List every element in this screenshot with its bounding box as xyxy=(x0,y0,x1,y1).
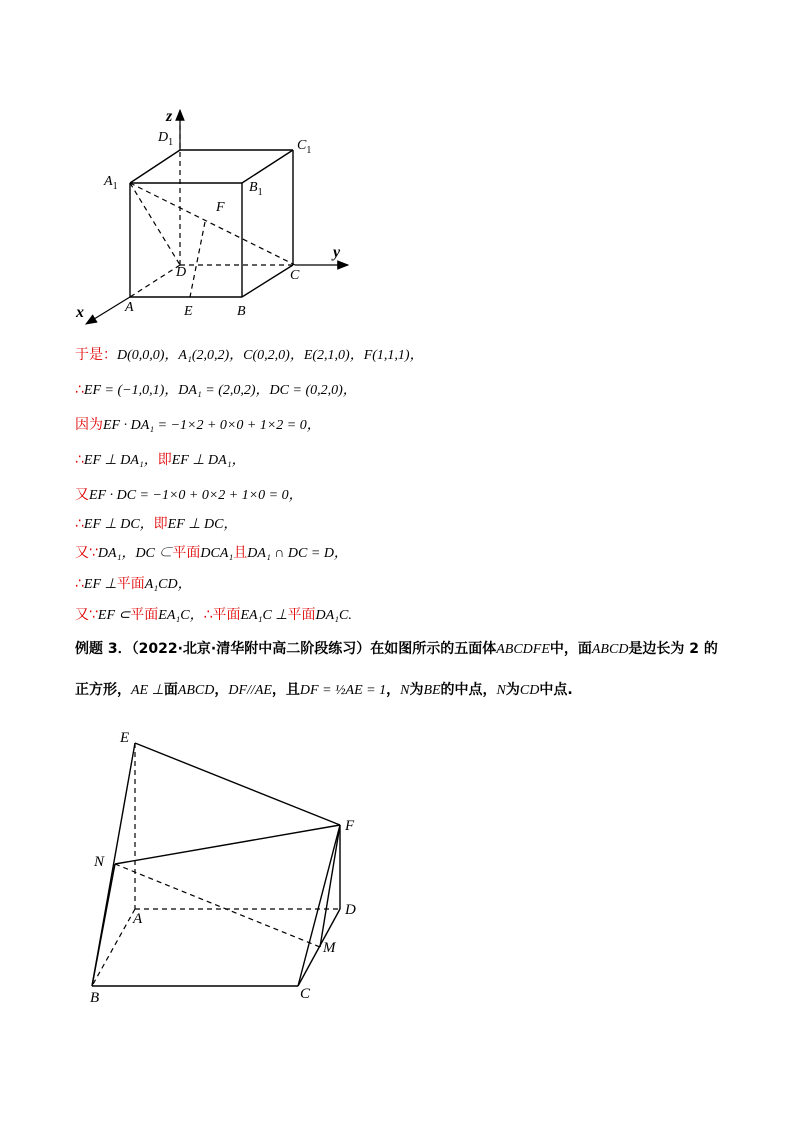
point-e-label: E xyxy=(184,304,193,319)
solution-line-1: 于是：D(0,0,0)，A₁(2,0,2)，C(0,2,0)，E(2,1,0)，F(1,1,1)， xyxy=(75,347,424,363)
solution-line-4: ∴EF ⊥ DA₁，即EF ⊥ DA₁， xyxy=(75,452,246,468)
vertex-c1-label: $C_1$ xyxy=(297,138,312,156)
solution-line-9: 又∵EF ⊂平面EA₁C，∴平面EA₁C ⊥平面DA₁C. xyxy=(75,607,352,623)
vertex-a-label-2: A xyxy=(133,911,143,927)
vertex-e-label: E xyxy=(120,730,130,746)
vertex-b-label-2: B xyxy=(90,990,100,1006)
point-f-label: F xyxy=(216,200,225,215)
vertex-b-label: B xyxy=(237,304,246,319)
example-line-2: 正方形，AE ⊥面ABCD，DF//AE，且DF = ½AE = 1，N为BE的中点，N为CD中点. xyxy=(75,682,573,698)
point-m-label: M xyxy=(323,940,336,956)
vertex-d-label: D xyxy=(176,265,187,280)
vertex-c-label: C xyxy=(290,268,300,283)
solution-line-7: 又∵DA₁，DC ⊂平面DCA₁且DA₁ ∩ DC = D， xyxy=(75,545,348,561)
vertex-f-label: F xyxy=(345,818,355,834)
vertex-a1-label: $A_1$ xyxy=(104,174,118,192)
axis-z-label: z xyxy=(166,108,173,125)
solution-line-2: ∴EF = (−1,0,1)，DA₁ = (2,0,2)，DC = (0,2,0)， xyxy=(75,382,357,398)
axis-x-label: x xyxy=(76,304,84,321)
solution-line-6: ∴EF ⊥ DC，即EF ⊥ DC， xyxy=(75,516,238,532)
vertex-a-label: A xyxy=(125,300,134,315)
example-line-1: 例题 3．（2022·北京·清华附中高二阶段练习）在如图所示的五面体ABCDFE中，面ABCD是边长为 2 的 xyxy=(75,641,718,657)
solution-line-5: 又EF · DC = −1×0 + 0×2 + 1×0 = 0， xyxy=(75,487,303,503)
solution-line-3: 因为EF · DA₁ = −1×2 + 0×0 + 1×2 = 0， xyxy=(75,417,321,433)
vertex-d-label-2: D xyxy=(345,902,356,918)
vertex-c-label-2: C xyxy=(300,986,311,1002)
solution-line-8: ∴EF ⊥平面A₁CD， xyxy=(75,576,192,592)
vertex-b1-label: $B_1$ xyxy=(249,180,263,198)
point-n-label: N xyxy=(94,854,105,870)
axis-y-label: y xyxy=(333,244,341,261)
vertex-d1-label: $D_1$ xyxy=(158,130,174,148)
